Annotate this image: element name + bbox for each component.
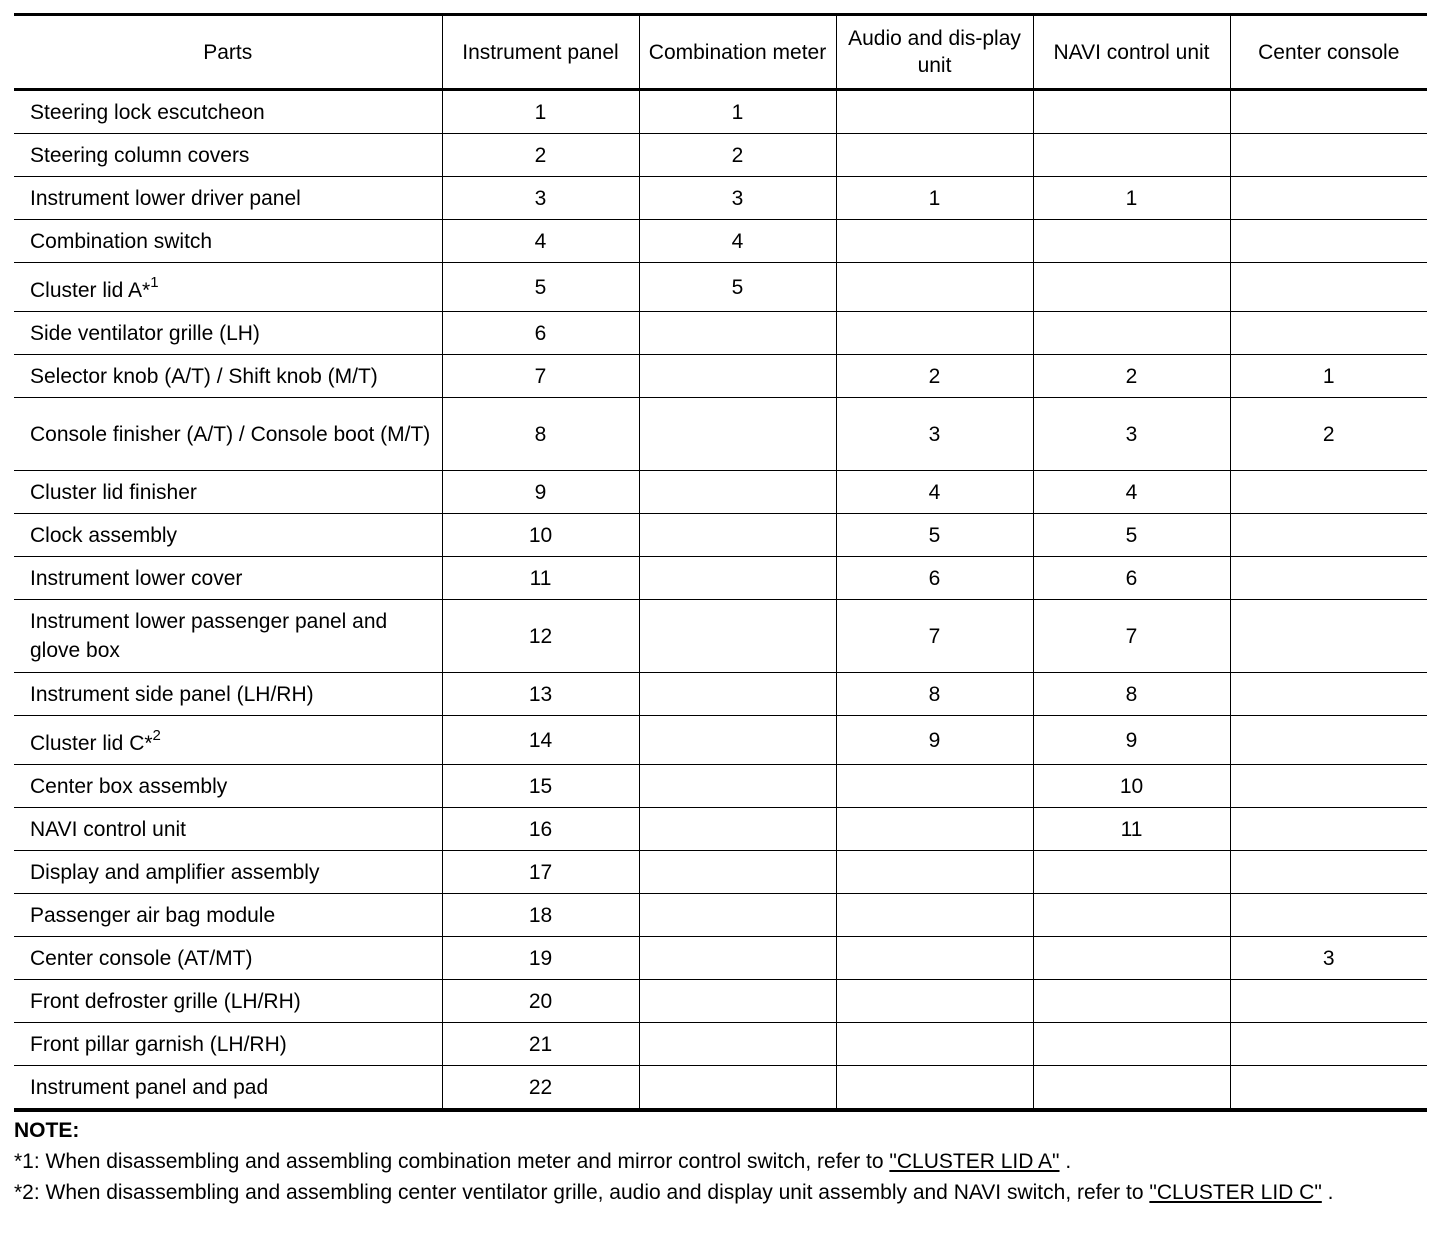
cell-part-name bbox=[14, 514, 442, 557]
footnote-mark: 1 bbox=[150, 273, 159, 291]
cell-audio-display-unit bbox=[836, 134, 1033, 177]
cell-combination-meter: 1 bbox=[639, 90, 836, 134]
cell-navi-control-unit bbox=[1033, 1023, 1230, 1066]
cell-instrument-panel: 5 bbox=[442, 263, 639, 312]
table-row bbox=[14, 263, 1427, 312]
table-row bbox=[14, 134, 1427, 177]
part-name: Cluster lid C* bbox=[30, 731, 153, 755]
cell-center-console bbox=[1230, 716, 1427, 765]
cell-part-name bbox=[14, 808, 442, 851]
cell-combination-meter bbox=[639, 1023, 836, 1066]
cell-instrument-panel: 16 bbox=[442, 808, 639, 851]
cell-center-console bbox=[1230, 1066, 1427, 1111]
cell-instrument-panel: 1 bbox=[442, 90, 639, 134]
table-row bbox=[14, 514, 1427, 557]
table-row bbox=[14, 398, 1427, 471]
cell-navi-control-unit bbox=[1033, 263, 1230, 312]
cell-part-name bbox=[14, 177, 442, 220]
cell-combination-meter: 3 bbox=[639, 177, 836, 220]
cell-navi-control-unit: 5 bbox=[1033, 514, 1230, 557]
cell-part-name bbox=[14, 134, 442, 177]
cell-audio-display-unit bbox=[836, 1066, 1033, 1111]
cell-audio-display-unit: 4 bbox=[836, 471, 1033, 514]
part-name: Instrument panel and pad bbox=[30, 1075, 269, 1099]
part-name: Cluster lid finisher bbox=[30, 480, 197, 504]
cell-part-name bbox=[14, 312, 442, 355]
cell-combination-meter bbox=[639, 471, 836, 514]
cell-audio-display-unit bbox=[836, 1023, 1033, 1066]
cell-instrument-panel: 2 bbox=[442, 134, 639, 177]
cell-combination-meter bbox=[639, 851, 836, 894]
cell-navi-control-unit: 4 bbox=[1033, 471, 1230, 514]
table-row bbox=[14, 1066, 1427, 1111]
cell-part-name bbox=[14, 937, 442, 980]
parts-document bbox=[14, 13, 1427, 1208]
table-row bbox=[14, 471, 1427, 514]
footnote-mark: 2 bbox=[152, 726, 161, 744]
cell-center-console bbox=[1230, 134, 1427, 177]
cell-instrument-panel: 3 bbox=[442, 177, 639, 220]
cell-navi-control-unit: 3 bbox=[1033, 398, 1230, 471]
part-name: Instrument lower passenger panel and glove box bbox=[30, 610, 388, 662]
header-instrument-panel: Instrument panel bbox=[442, 15, 639, 90]
cell-instrument-panel: 7 bbox=[442, 355, 639, 398]
cell-center-console: 1 bbox=[1230, 355, 1427, 398]
cell-center-console bbox=[1230, 600, 1427, 673]
table-row bbox=[14, 1023, 1427, 1066]
footnote-1-end: . bbox=[1059, 1150, 1072, 1173]
header-row bbox=[14, 15, 1427, 90]
cell-navi-control-unit: 7 bbox=[1033, 600, 1230, 673]
cell-audio-display-unit: 5 bbox=[836, 514, 1033, 557]
cell-instrument-panel: 22 bbox=[442, 1066, 639, 1111]
cell-part-name bbox=[14, 894, 442, 937]
footnote-2-end: . bbox=[1321, 1181, 1334, 1204]
cell-center-console: 2 bbox=[1230, 398, 1427, 471]
table-header bbox=[14, 15, 1427, 90]
part-name: Side ventilator grille (LH) bbox=[30, 321, 260, 345]
cell-part-name bbox=[14, 471, 442, 514]
cell-center-console bbox=[1230, 90, 1427, 134]
cell-navi-control-unit bbox=[1033, 312, 1230, 355]
cell-instrument-panel: 4 bbox=[442, 220, 639, 263]
cell-audio-display-unit bbox=[836, 894, 1033, 937]
parts-table bbox=[14, 13, 1427, 1112]
cell-instrument-panel: 17 bbox=[442, 851, 639, 894]
cell-navi-control-unit: 11 bbox=[1033, 808, 1230, 851]
part-name: Front defroster grille (LH/RH) bbox=[30, 989, 301, 1013]
table-row bbox=[14, 851, 1427, 894]
note-section bbox=[14, 1116, 1427, 1208]
part-name: Selector knob (A/T) / Shift knob (M/T) bbox=[30, 364, 378, 388]
cell-navi-control-unit: 10 bbox=[1033, 765, 1230, 808]
part-name: Clock assembly bbox=[30, 523, 178, 547]
part-name: NAVI control unit bbox=[30, 817, 187, 841]
cell-navi-control-unit: 2 bbox=[1033, 355, 1230, 398]
cell-instrument-panel: 18 bbox=[442, 894, 639, 937]
cell-navi-control-unit bbox=[1033, 980, 1230, 1023]
cell-instrument-panel: 12 bbox=[442, 600, 639, 673]
cell-part-name bbox=[14, 673, 442, 716]
cell-center-console bbox=[1230, 980, 1427, 1023]
cell-center-console bbox=[1230, 557, 1427, 600]
table-row bbox=[14, 937, 1427, 980]
part-name: Combination switch bbox=[30, 229, 213, 253]
cell-center-console: 3 bbox=[1230, 937, 1427, 980]
cell-instrument-panel: 15 bbox=[442, 765, 639, 808]
cell-part-name bbox=[14, 851, 442, 894]
part-name: Display and amplifier assembly bbox=[30, 860, 320, 884]
cell-instrument-panel: 20 bbox=[442, 980, 639, 1023]
cell-audio-display-unit: 3 bbox=[836, 398, 1033, 471]
cell-navi-control-unit bbox=[1033, 134, 1230, 177]
cell-combination-meter bbox=[639, 557, 836, 600]
cell-navi-control-unit: 6 bbox=[1033, 557, 1230, 600]
cell-part-name bbox=[14, 263, 442, 312]
cell-combination-meter bbox=[639, 937, 836, 980]
header-combination-meter: Combination meter bbox=[639, 15, 836, 90]
cell-part-name bbox=[14, 1023, 442, 1066]
cell-center-console bbox=[1230, 808, 1427, 851]
cell-combination-meter: 5 bbox=[639, 263, 836, 312]
cell-part-name bbox=[14, 765, 442, 808]
cell-instrument-panel: 8 bbox=[442, 398, 639, 471]
cell-navi-control-unit bbox=[1033, 1066, 1230, 1111]
cell-combination-meter: 4 bbox=[639, 220, 836, 263]
footnote-2 bbox=[14, 1177, 1427, 1208]
table-row bbox=[14, 177, 1427, 220]
cell-navi-control-unit bbox=[1033, 937, 1230, 980]
part-name: Front pillar garnish (LH/RH) bbox=[30, 1032, 287, 1056]
cell-audio-display-unit bbox=[836, 765, 1033, 808]
table-row bbox=[14, 312, 1427, 355]
cell-part-name bbox=[14, 90, 442, 134]
cell-combination-meter bbox=[639, 673, 836, 716]
cell-instrument-panel: 14 bbox=[442, 716, 639, 765]
table-row bbox=[14, 808, 1427, 851]
header-center-console: Center console bbox=[1230, 15, 1427, 90]
cell-combination-meter bbox=[639, 312, 836, 355]
cell-part-name bbox=[14, 600, 442, 673]
cell-instrument-panel: 19 bbox=[442, 937, 639, 980]
cell-audio-display-unit bbox=[836, 980, 1033, 1023]
cell-instrument-panel: 10 bbox=[442, 514, 639, 557]
table-row bbox=[14, 980, 1427, 1023]
cell-instrument-panel: 9 bbox=[442, 471, 639, 514]
cell-navi-control-unit bbox=[1033, 90, 1230, 134]
cell-combination-meter bbox=[639, 398, 836, 471]
table-row bbox=[14, 355, 1427, 398]
footnote-2-text: *2: When disassembling and assembling center ventilator grille, audio and display unit assembly and NAVI switch, refer to bbox=[14, 1181, 1150, 1204]
table-row bbox=[14, 600, 1427, 673]
cell-part-name bbox=[14, 557, 442, 600]
cell-center-console bbox=[1230, 851, 1427, 894]
cell-part-name bbox=[14, 1066, 442, 1111]
cell-audio-display-unit: 7 bbox=[836, 600, 1033, 673]
cell-part-name bbox=[14, 716, 442, 765]
header-audio-display-unit: Audio and dis-play unit bbox=[836, 15, 1033, 90]
footnote-1-text: *1: When disassembling and assembling combination meter and mirror control switch, refer to bbox=[14, 1150, 890, 1173]
cell-navi-control-unit: 8 bbox=[1033, 673, 1230, 716]
cell-navi-control-unit: 1 bbox=[1033, 177, 1230, 220]
cell-audio-display-unit bbox=[836, 851, 1033, 894]
part-name: Steering lock escutcheon bbox=[30, 100, 265, 124]
part-name: Instrument lower cover bbox=[30, 566, 243, 590]
table-row bbox=[14, 894, 1427, 937]
cell-instrument-panel: 13 bbox=[442, 673, 639, 716]
cell-combination-meter bbox=[639, 716, 836, 765]
cell-instrument-panel: 6 bbox=[442, 312, 639, 355]
part-name: Center console (AT/MT) bbox=[30, 946, 253, 970]
cell-combination-meter bbox=[639, 808, 836, 851]
cell-audio-display-unit bbox=[836, 263, 1033, 312]
cell-center-console bbox=[1230, 177, 1427, 220]
cell-center-console bbox=[1230, 673, 1427, 716]
cell-audio-display-unit bbox=[836, 312, 1033, 355]
cell-center-console bbox=[1230, 1023, 1427, 1066]
cell-audio-display-unit bbox=[836, 220, 1033, 263]
cell-audio-display-unit: 9 bbox=[836, 716, 1033, 765]
cell-audio-display-unit: 2 bbox=[836, 355, 1033, 398]
cluster-lid-a-link[interactable]: "CLUSTER LID A" bbox=[889, 1150, 1060, 1173]
part-name: Instrument side panel (LH/RH) bbox=[30, 682, 314, 706]
table-row bbox=[14, 765, 1427, 808]
cell-center-console bbox=[1230, 220, 1427, 263]
header-navi-control-unit: NAVI control unit bbox=[1033, 15, 1230, 90]
cell-center-console bbox=[1230, 765, 1427, 808]
cell-audio-display-unit: 8 bbox=[836, 673, 1033, 716]
part-name: Passenger air bag module bbox=[30, 903, 276, 927]
cell-center-console bbox=[1230, 894, 1427, 937]
table-row bbox=[14, 220, 1427, 263]
cell-navi-control-unit: 9 bbox=[1033, 716, 1230, 765]
cell-part-name bbox=[14, 398, 442, 471]
cell-combination-meter bbox=[639, 514, 836, 557]
cell-center-console bbox=[1230, 471, 1427, 514]
cell-combination-meter: 2 bbox=[639, 134, 836, 177]
cell-center-console bbox=[1230, 263, 1427, 312]
cell-audio-display-unit bbox=[836, 90, 1033, 134]
table-row bbox=[14, 716, 1427, 765]
part-name: Instrument lower driver panel bbox=[30, 186, 301, 210]
cell-part-name bbox=[14, 220, 442, 263]
cell-navi-control-unit bbox=[1033, 851, 1230, 894]
cell-center-console bbox=[1230, 312, 1427, 355]
note-title: NOTE: bbox=[14, 1119, 80, 1142]
cell-part-name bbox=[14, 355, 442, 398]
cell-combination-meter bbox=[639, 355, 836, 398]
cell-combination-meter bbox=[639, 600, 836, 673]
cell-combination-meter bbox=[639, 1066, 836, 1111]
table-row bbox=[14, 557, 1427, 600]
cell-instrument-panel: 11 bbox=[442, 557, 639, 600]
cell-audio-display-unit: 1 bbox=[836, 177, 1033, 220]
part-name: Console finisher (A/T) / Console boot (M/T) bbox=[30, 422, 431, 446]
table-row bbox=[14, 90, 1427, 134]
cell-audio-display-unit bbox=[836, 808, 1033, 851]
cell-combination-meter bbox=[639, 765, 836, 808]
header-parts: Parts bbox=[14, 15, 442, 90]
cell-combination-meter bbox=[639, 980, 836, 1023]
cell-center-console bbox=[1230, 514, 1427, 557]
cell-part-name bbox=[14, 980, 442, 1023]
table-body bbox=[14, 90, 1427, 1111]
cell-navi-control-unit bbox=[1033, 894, 1230, 937]
cluster-lid-c-link[interactable]: "CLUSTER LID C" bbox=[1149, 1181, 1322, 1204]
footnote-1 bbox=[14, 1146, 1427, 1177]
table-row bbox=[14, 673, 1427, 716]
cell-navi-control-unit bbox=[1033, 220, 1230, 263]
cell-audio-display-unit bbox=[836, 937, 1033, 980]
part-name: Cluster lid A* bbox=[30, 278, 151, 302]
cell-combination-meter bbox=[639, 894, 836, 937]
part-name: Center box assembly bbox=[30, 774, 228, 798]
cell-instrument-panel: 21 bbox=[442, 1023, 639, 1066]
part-name: Steering column covers bbox=[30, 143, 250, 167]
cell-audio-display-unit: 6 bbox=[836, 557, 1033, 600]
